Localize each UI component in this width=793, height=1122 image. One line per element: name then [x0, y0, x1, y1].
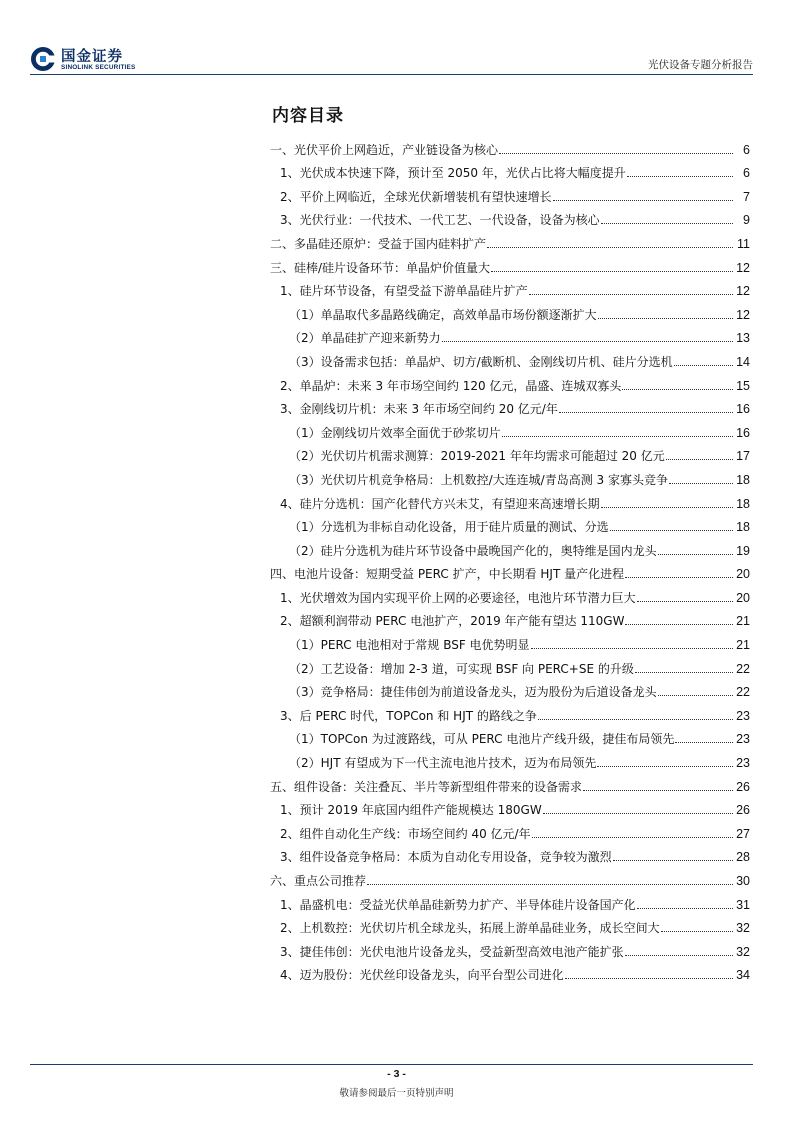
page-header	[0, 0, 793, 80]
toc-entry-title: （1）分选机为非标自动化设备，用于硅片质量的测试、分选	[289, 520, 609, 535]
dot-leader	[625, 577, 733, 578]
toc-entry[interactable]	[270, 159, 750, 183]
dot-leader	[598, 318, 733, 319]
dot-leader	[565, 978, 733, 979]
toc-entry-title: 1、硅片环节设备，有望受益下游单晶硅片扩产	[280, 284, 528, 299]
toc-entry-title: 1、预计 2019 年底国内组件产能规模达 180GW	[280, 803, 542, 818]
toc-entry[interactable]	[270, 371, 750, 395]
toc-entry[interactable]	[270, 418, 750, 442]
dot-leader	[627, 176, 733, 177]
toc-entry[interactable]	[270, 489, 750, 513]
toc-entry-title: 1、晶盛机电：受益光伏单晶硅新势力扩产、半导体硅片设备国产化	[280, 897, 636, 912]
dot-leader	[661, 931, 733, 932]
toc-entry-title: （1）TOPCon 为过渡路线，可从 PERC 电池片产线升级，捷佳布局领先	[289, 732, 675, 747]
dot-leader	[597, 766, 733, 767]
toc-entry[interactable]	[270, 135, 750, 159]
toc-entry[interactable]	[270, 701, 750, 725]
sinolink-logo-icon	[30, 46, 56, 72]
toc-entry-title: 一、光伏平价上网趋近，产业链设备为核心	[270, 142, 499, 157]
dot-leader	[625, 624, 733, 625]
toc-entry[interactable]	[270, 229, 750, 253]
toc-entry-title: 五、组件设备：关注叠瓦、半片等新型组件带来的设备需求	[270, 779, 583, 794]
dot-leader	[610, 530, 733, 531]
toc-entry-title: （3）竞争格局：捷佳伟创为前道设备龙头，迈为股份为后道设备龙头	[289, 685, 657, 700]
toc-entry-page: 6	[743, 142, 750, 157]
toc-entry-title: 4、硅片分选机：国产化替代方兴未艾，有望迎来高速增长期	[280, 496, 600, 511]
toc-entry-page: 23	[736, 756, 750, 771]
toc-entry-title: 3、金刚线切片机：未来 3 年市场空间约 20 亿元/年	[280, 402, 558, 417]
disclaimer-note: 敬请参阅最后一页特别声明	[339, 1088, 454, 1099]
toc-entry[interactable]	[270, 395, 750, 419]
toc-entry[interactable]	[270, 866, 750, 890]
dot-leader	[613, 860, 733, 861]
footer-divider	[30, 1064, 753, 1065]
toc-entry[interactable]	[270, 843, 750, 867]
dot-leader	[625, 955, 733, 956]
logo-english-name: SINOLINK SECURITIES	[61, 64, 136, 71]
toc-entry-title: 3、光伏行业：一代技术、一代工艺、一代设备，设备为核心	[280, 213, 600, 228]
toc-entry-page: 9	[743, 213, 750, 228]
dot-leader	[442, 341, 733, 342]
toc-entry[interactable]	[270, 937, 750, 961]
header-divider	[30, 74, 753, 75]
toc-entry-title: 3、组件设备竞争格局：本质为自动化专用设备，竞争较为激烈	[280, 850, 612, 865]
toc-entry-page: 32	[736, 921, 750, 936]
toc-entry-page: 20	[736, 567, 750, 582]
toc-entry-title: 2、单晶炉：未来 3 年市场空间约 120 亿元，晶盛、连城双寡头	[280, 378, 622, 393]
dot-leader	[637, 908, 733, 909]
dot-leader	[635, 672, 733, 673]
toc-entry[interactable]	[270, 725, 750, 749]
table-of-contents	[270, 135, 750, 984]
dot-leader	[491, 271, 733, 272]
toc-entry[interactable]	[270, 796, 750, 820]
dot-leader	[583, 790, 733, 791]
toc-entry-title: 2、上机数控：光伏切片机全球龙头，拓展上游单晶硅业务，成长空间大	[280, 921, 660, 936]
dot-leader	[531, 648, 733, 649]
dot-leader	[532, 837, 733, 838]
toc-entry[interactable]	[270, 182, 750, 206]
toc-entry-page: 18	[736, 520, 750, 535]
dot-leader	[675, 742, 733, 743]
dot-leader	[529, 294, 733, 295]
toc-entry-page: 26	[736, 779, 750, 794]
toc-entry-title: 六、重点公司推荐	[270, 874, 367, 888]
dot-leader	[538, 719, 733, 720]
toc-entry-title: 四、电池片设备：短期受益 PERC 扩产，中长期看 HJT 量产化进程	[270, 567, 625, 582]
toc-entry[interactable]	[270, 961, 750, 985]
dot-leader	[658, 695, 733, 696]
toc-entry-page: 30	[736, 874, 750, 888]
toc-entry-page: 28	[736, 850, 750, 865]
toc-entry-page: 16	[736, 425, 750, 440]
toc-entry-page: 18	[736, 472, 750, 487]
toc-entry-page: 17	[736, 449, 750, 464]
toc-entry-title: 二、多晶硅还原炉：受益于国内硅料扩产	[270, 236, 487, 251]
toc-entry-page: 15	[736, 378, 750, 393]
toc-entry[interactable]	[270, 630, 750, 654]
toc-entry-title: 2、超额利润带动 PERC 电池扩产，2019 年产能有望达 110GW	[280, 614, 625, 629]
toc-entry[interactable]	[270, 560, 750, 584]
toc-entry[interactable]	[270, 465, 750, 489]
toc-entry-page: 31	[736, 897, 750, 912]
toc-entry-title: 3、后 PERC 时代，TOPCon 和 HJT 的路线之争	[280, 708, 537, 723]
toc-entry[interactable]	[270, 277, 750, 301]
toc-entry-title: 2、组件自动化生产线：市场空间约 40 亿元/年	[280, 826, 531, 841]
toc-entry-page: 32	[736, 944, 750, 959]
toc-entry-page: 21	[736, 614, 750, 629]
toc-entry[interactable]	[270, 324, 750, 348]
toc-entry-page: 21	[736, 638, 750, 653]
toc-entry[interactable]	[270, 513, 750, 537]
dot-leader	[666, 459, 733, 460]
toc-entry[interactable]	[270, 607, 750, 631]
toc-heading: 内容目录	[272, 106, 344, 126]
dot-leader	[487, 247, 733, 248]
toc-entry-page: 26	[736, 803, 750, 818]
toc-entry-page: 11	[737, 236, 750, 251]
toc-entry-title: （2）光伏切片机需求测算：2019-2021 年年均需求可能超过 20 亿元	[289, 449, 665, 464]
toc-entry-page: 12	[736, 307, 750, 322]
toc-entry-title: （3）设备需求包括：单晶炉、切方/截断机、金刚线切片机、硅片分选机	[289, 354, 673, 369]
dot-leader	[543, 813, 733, 814]
toc-entry[interactable]	[270, 253, 750, 277]
dot-leader	[601, 223, 733, 224]
toc-entry-page: 7	[743, 189, 750, 204]
dot-leader	[499, 153, 733, 154]
toc-entry-title: （2）单晶硅扩产迎来新势力	[289, 331, 441, 346]
dot-leader	[669, 483, 733, 484]
toc-entry-page: 6	[743, 166, 750, 181]
dot-leader	[637, 601, 733, 602]
toc-entry-title: 2、平价上网临近，全球光伏新增装机有望快速增长	[280, 189, 552, 204]
toc-entry-page: 13	[736, 331, 750, 346]
toc-entry-title: 1、光伏成本快速下降，预计至 2050 年，光伏占比将大幅度提升	[280, 166, 626, 181]
toc-entry[interactable]	[270, 442, 750, 466]
toc-entry-page: 23	[736, 732, 750, 747]
toc-entry-page: 27	[736, 826, 750, 841]
toc-entry[interactable]	[270, 890, 750, 914]
company-logo	[30, 44, 150, 76]
toc-entry-title: （1）金刚线切片效率全面优于砂浆切片	[289, 425, 501, 440]
toc-entry[interactable]	[270, 748, 750, 772]
dot-leader	[502, 436, 733, 437]
dot-leader	[553, 200, 733, 201]
toc-entry[interactable]	[270, 206, 750, 230]
dot-leader	[658, 554, 733, 555]
toc-entry-title: （3）光伏切片机竞争格局：上机数控/大连连城/青岛高测 3 家寡头竞争	[289, 472, 668, 487]
toc-entry-title: （1）PERC 电池相对于常规 BSF 电优势明显	[289, 638, 530, 653]
toc-entry-title: 1、光伏增效为国内实现平价上网的必要途径，电池片环节潜力巨大	[280, 590, 636, 605]
toc-entry[interactable]	[270, 772, 750, 796]
dot-leader	[559, 412, 733, 413]
toc-entry[interactable]	[270, 914, 750, 938]
toc-entry-page: 20	[736, 590, 750, 605]
toc-entry-page: 19	[736, 543, 750, 558]
toc-entry-page: 23	[736, 708, 750, 723]
toc-entry[interactable]	[270, 536, 750, 560]
toc-entry-page: 22	[736, 685, 750, 700]
toc-entry-page: 14	[736, 354, 750, 369]
logo-chinese-name: 国金证券	[61, 49, 123, 65]
dot-leader	[367, 884, 733, 885]
toc-entry[interactable]	[270, 819, 750, 843]
toc-entry[interactable]	[270, 347, 750, 371]
toc-entry-title: （2）工艺设备：增加 2-3 道，可实现 BSF 向 PERC+SE 的升级	[289, 661, 634, 676]
toc-entry[interactable]	[270, 654, 750, 678]
dot-leader	[601, 507, 733, 508]
toc-entry-page: 12	[736, 260, 750, 275]
toc-entry-page: 16	[736, 402, 750, 417]
toc-entry-title: 4、迈为股份：光伏丝印设备龙头，向平台型公司进化	[280, 968, 564, 983]
page-number: - 3 -	[387, 1068, 406, 1080]
toc-entry-page: 34	[736, 968, 750, 983]
dot-leader	[622, 389, 733, 390]
toc-entry-title: （2）硅片分选机为硅片环节设备中最晚国产化的，奥特维是国内龙头	[289, 543, 657, 558]
toc-entry-page: 18	[736, 496, 750, 511]
toc-entry-title: 3、捷佳伟创：光伏电池片设备龙头，受益新型高效电池产能扩张	[280, 944, 624, 959]
toc-entry-title: （1）单晶取代多晶路线确定，高效单晶市场份额逐渐扩大	[289, 307, 597, 322]
toc-entry-page: 22	[736, 661, 750, 676]
toc-entry-title: （2）HJT 有望成为下一代主流电池片技术，迈为布局领先	[289, 756, 597, 771]
toc-entry[interactable]	[270, 583, 750, 607]
toc-entry-page: 12	[736, 284, 750, 299]
toc-entry[interactable]	[270, 300, 750, 324]
report-title: 光伏设备专题分析报告	[648, 59, 753, 71]
dot-leader	[674, 365, 733, 366]
toc-entry-title: 三、硅棒/硅片设备环节：单晶炉价值量大	[270, 260, 491, 275]
toc-entry[interactable]	[270, 678, 750, 702]
